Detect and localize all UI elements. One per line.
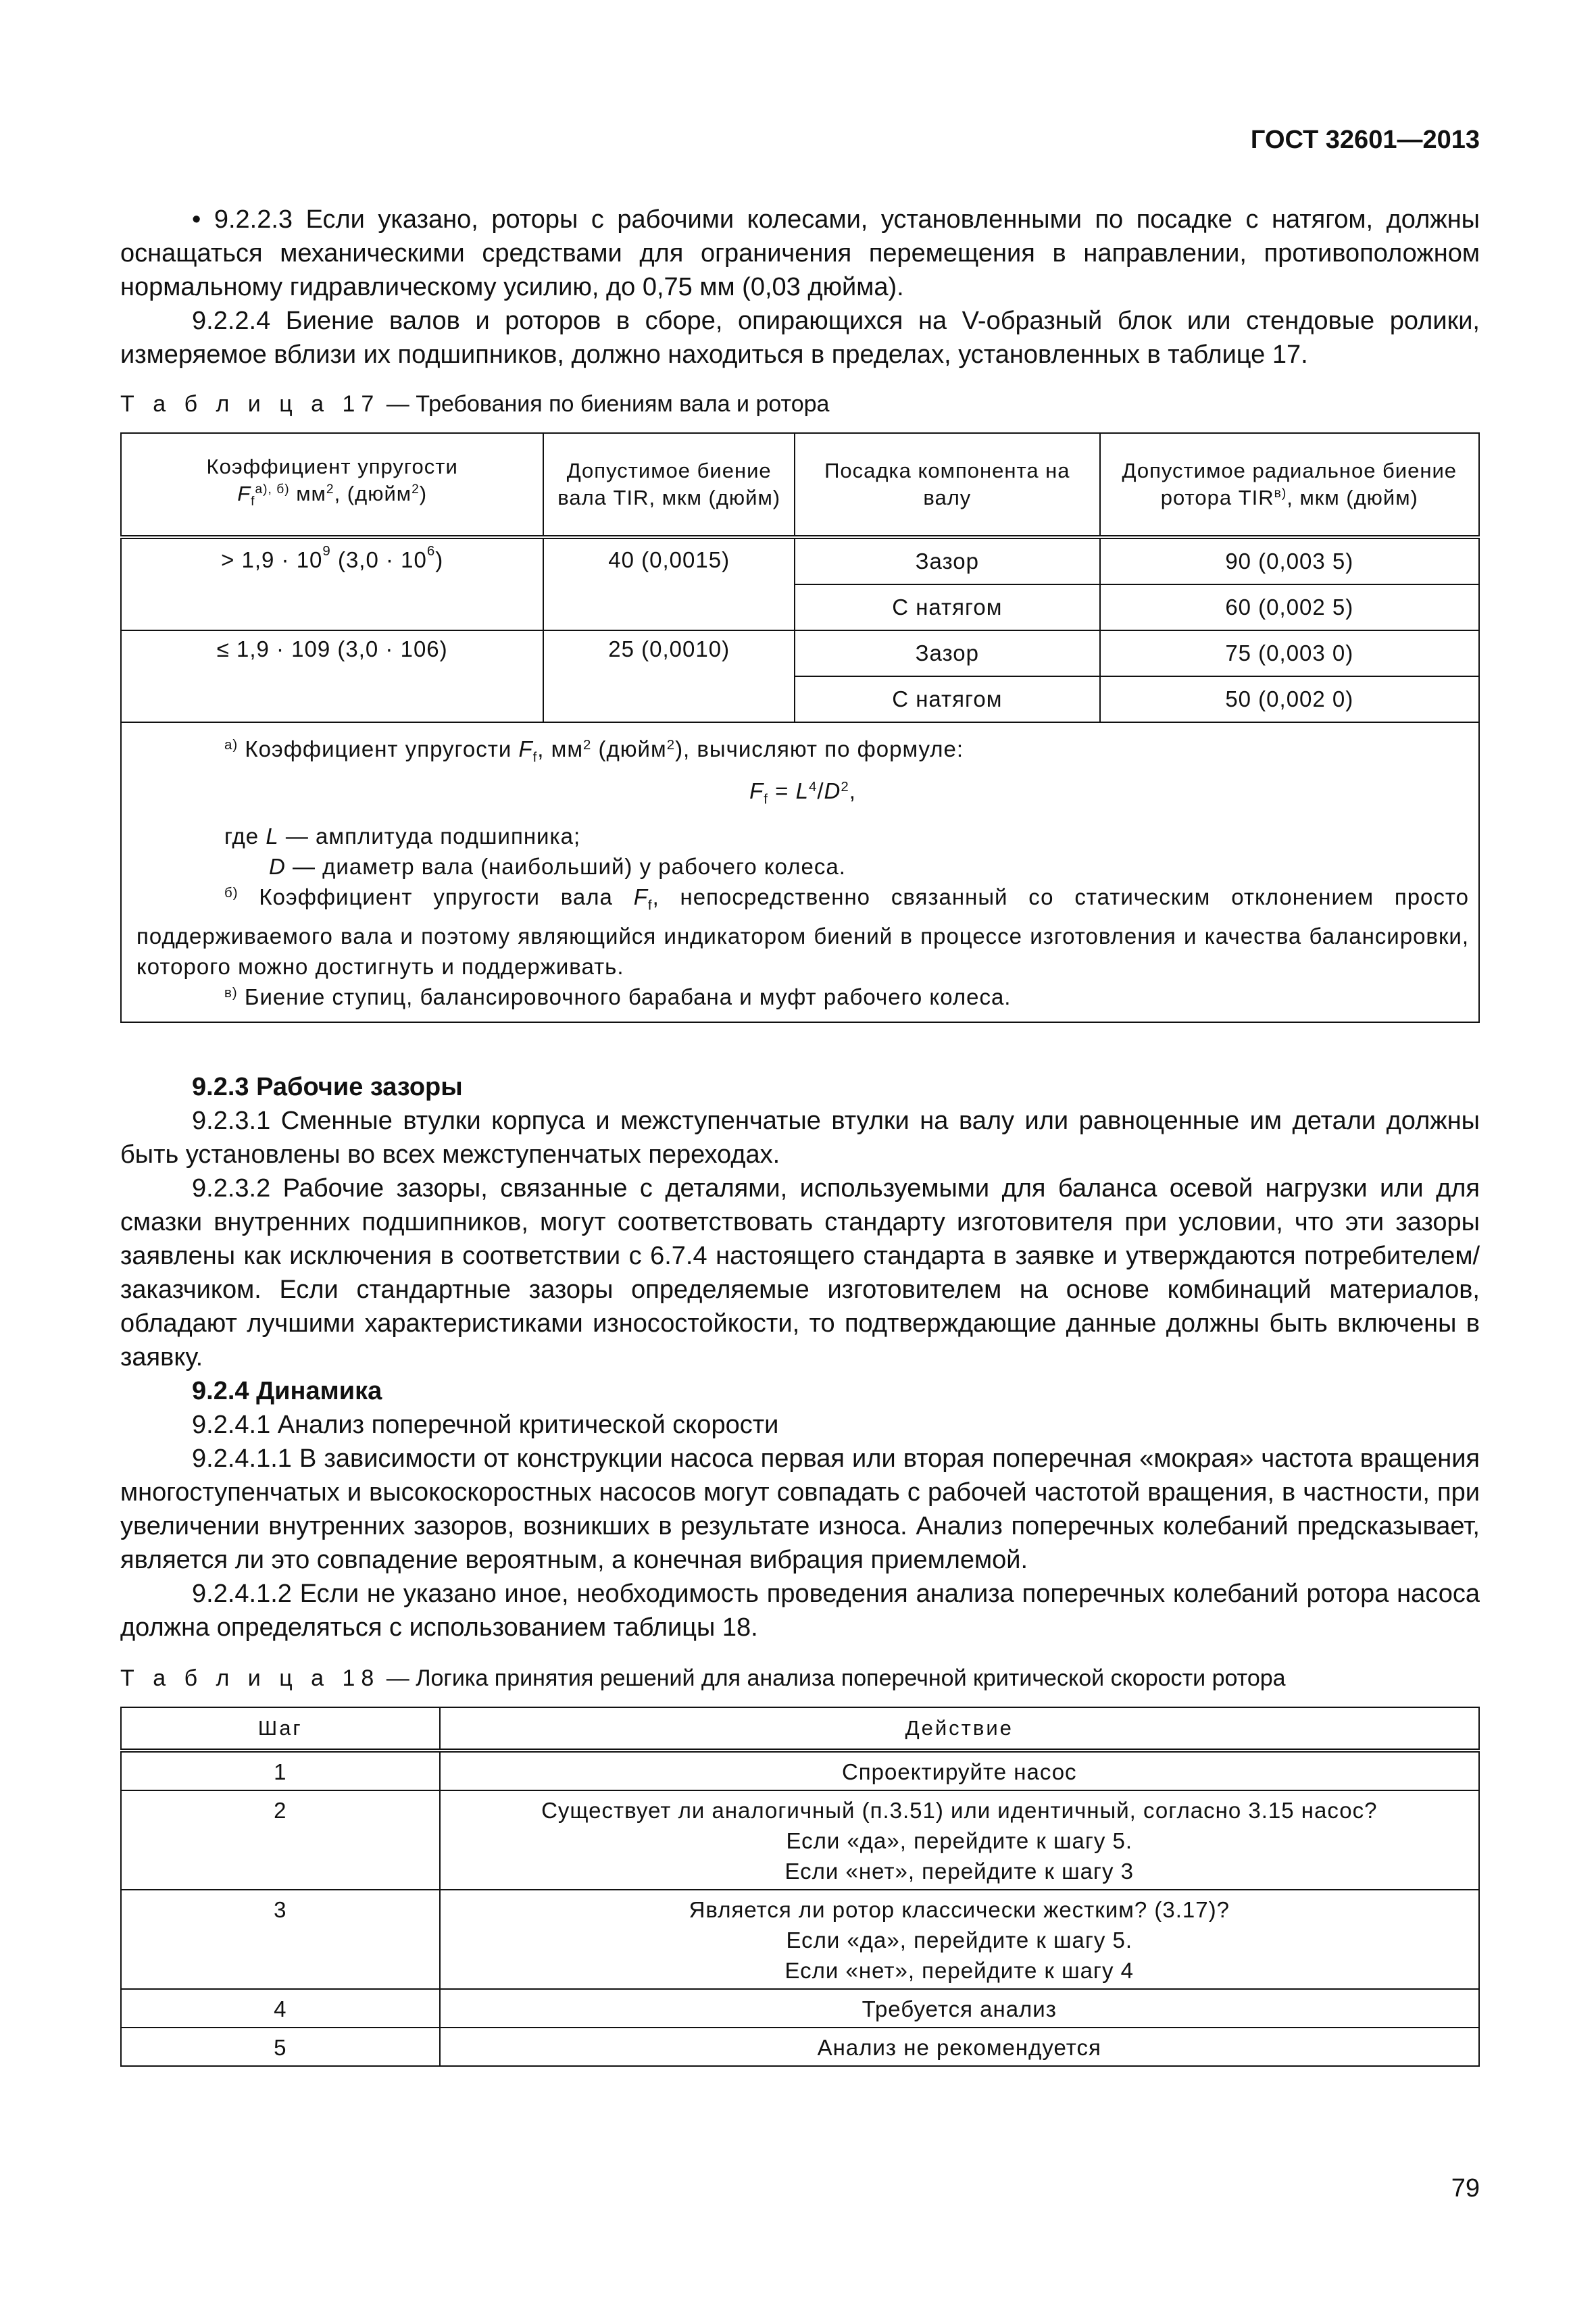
rotor-runout-cell: 75 (0,003 0) <box>1100 630 1479 676</box>
action-cell: Спроектируйте насос <box>440 1751 1479 1790</box>
shaft-runout-cell: 25 (0,0010) <box>543 630 795 722</box>
step-cell: 4 <box>121 1989 440 2028</box>
table18-header-step: Шаг <box>121 1707 440 1751</box>
rotor-runout-cell: 60 (0,002 5) <box>1100 584 1479 630</box>
note-a: $^{а)}$ Коэффициент упругости $F_f$, $мм^2$ (дюйм$^2$), вычисляют по формуле: <box>224 736 964 765</box>
table18-header-action: Действие <box>440 1707 1479 1751</box>
paragraph-9-2-3-2: 9.2.3.2 Рабочие зазоры, связанные с деталями, используемыми для баланса осевой нагрузки или для смазки внутренних подшипников, могут соответствовать стандарту изготовителя при условии, что эти зазоры заявлены как исключения в соответствии с 6.7.4 настоящего стандарта в заявке и утверждаются потребителем/заказчиком. Если стандартные зазоры определяемые изготовителем на основе комбинаций материалов, обладают лучшими характеристиками износостойкости, то подтверждающие данные должны быть включены в заявку. <box>120 1174 1480 1372</box>
action-cell: Является ли ротор классически жестким? (3.17)? Если «да», перейдите к шагу 5. Если «нет», перейдите к шагу 4 <box>440 1890 1479 1989</box>
table17-header-coefficient: Коэффициент упругости $F_f^{а), б)}$ $мм^2$, (дюйм$^2$) <box>121 433 543 537</box>
where-l: где L — амплитуда подшипника; <box>224 824 581 849</box>
table17-notes <box>121 722 1479 1022</box>
where-d: D — диаметр вала (наибольший) у рабочего колеса. <box>269 854 846 880</box>
note-c: $^{в)}$ Биение ступиц, балансировочного барабана и муфт рабочего колеса. <box>224 984 1012 1009</box>
table17-caption: Т а б л и ц а 17 — Требования по биениям вала и ротора <box>120 391 830 417</box>
table-17 <box>120 432 1480 1023</box>
table17-header-fit: Посадка компонента на валу <box>795 433 1100 537</box>
table-row <box>121 1989 1479 2028</box>
shaft-runout-cell: 40 (0,0015) <box>543 537 795 630</box>
table17-header-row <box>121 433 1479 537</box>
fit-cell: Зазор <box>795 537 1100 584</box>
table18-caption: Т а б л и ц а 18 — Логика принятия решений для анализа поперечной критической скорости ротора <box>120 1665 1286 1691</box>
paragraph-9-2-4-1: 9.2.4.1 Анализ поперечной критической скорости <box>192 1411 779 1439</box>
step-cell: 2 <box>121 1790 440 1890</box>
rotor-runout-cell: 50 (0,002 0) <box>1100 676 1479 722</box>
fit-cell: Зазор <box>795 630 1100 676</box>
note-b: $^{б)}$ Коэффициент упругости вала $F_f$, непосредственно связанный со статическим отклонением просто поддерживаемого вала и поэтому являющийся индикатором биений в процессе изготовления и качества балансировки, которого можно достигнуть и поддерживать. <box>136 884 1470 979</box>
fit-cell: С натягом <box>795 584 1100 630</box>
coefficient-cell: > $1,9 \cdot 10^9$ $(3,0 \cdot 10^6)$ <box>121 537 543 630</box>
table18-header-row <box>121 1707 1479 1751</box>
page-number: 79 <box>1451 2174 1480 2203</box>
formula: $F_f = L^4/D^2$, <box>749 778 856 807</box>
fit-cell: С натягом <box>795 676 1100 722</box>
table17-header-rotor-runout: Допустимое радиальное биение ротора $TIR^{в)}$, мкм (дюйм) <box>1100 433 1479 537</box>
table-row <box>121 1790 1479 1890</box>
step-cell: 5 <box>121 2028 440 2066</box>
table-row <box>121 1751 1479 1790</box>
intro-paragraphs <box>120 203 1480 372</box>
document-code: ГОСТ 32601—2013 <box>1250 126 1480 154</box>
action-cell: Существует ли аналогичный (п.3.51) или идентичный, согласно 3.15 насос? Если «да», перейдите к шагу 5. Если «нет», перейдите к шагу 3 <box>440 1790 1479 1890</box>
table-row <box>121 630 1479 676</box>
table-row <box>121 2028 1479 2066</box>
step-cell: 3 <box>121 1890 440 1989</box>
paragraph-9-2-4-1-1: 9.2.4.1.1 В зависимости от конструкции насоса первая или вторая поперечная «мокрая» частота вращения многоступенчатых и высокоскоростных насосов могут совпадать с рабочей частотой вращения, в частности, при увеличении внутренних зазоров, возникших в результате износа. Анализ поперечных колебаний предсказывает, является ли это совпадение вероятным, а конечная вибрация приемлемой. <box>120 1444 1480 1574</box>
action-cell: Анализ не рекомендуется <box>440 2028 1479 2066</box>
rotor-runout-cell: 90 (0,003 5) <box>1100 537 1479 584</box>
table-row <box>121 1890 1479 1989</box>
paragraph-9-2-4-1-2: 9.2.4.1.2 Если не указано иное, необходимость проведения анализа поперечных колебаний ротора насоса должна определяться с использованием таблицы 18. <box>120 1580 1480 1642</box>
table-18 <box>120 1707 1480 2067</box>
paragraph-9-2-2-3: • 9.2.2.3 Если указано, роторы с рабочими колесами, установленными по посадке с натягом, должны оснащаться механическими средствами для ограничения перемещения в направлении, противоположном нормальному гидравлическому усилию, до 0,75 мм (0,03 дюйма). <box>120 205 1480 301</box>
section-heading: 9.2.4 Динамика <box>192 1377 382 1405</box>
table17-header-shaft-runout: Допустимое биение вала TIR, мкм (дюйм) <box>543 433 795 537</box>
table17-notes-row <box>121 722 1479 1022</box>
action-cell: Требуется анализ <box>440 1989 1479 2028</box>
paragraph-9-2-2-4: 9.2.2.4 Биение валов и роторов в сборе, опирающихся на V-образный блок или стендовые ролики, измеряемое вблизи их подшипников, должно находиться в пределах, установленных в таблице 17. <box>120 307 1480 369</box>
step-cell: 1 <box>121 1751 440 1790</box>
section-9-2-3 <box>120 1070 1480 1644</box>
paragraph-9-2-3-1: 9.2.3.1 Сменные втулки корпуса и межступенчатые втулки на валу или равноценные им детали должны быть установлены во всех межступенчатых переходах. <box>120 1107 1480 1169</box>
section-heading: 9.2.3 Рабочие зазоры <box>192 1073 463 1101</box>
table-row <box>121 537 1479 584</box>
coefficient-cell: ≤ 1,9 · 109 (3,0 · 106) <box>121 630 543 722</box>
